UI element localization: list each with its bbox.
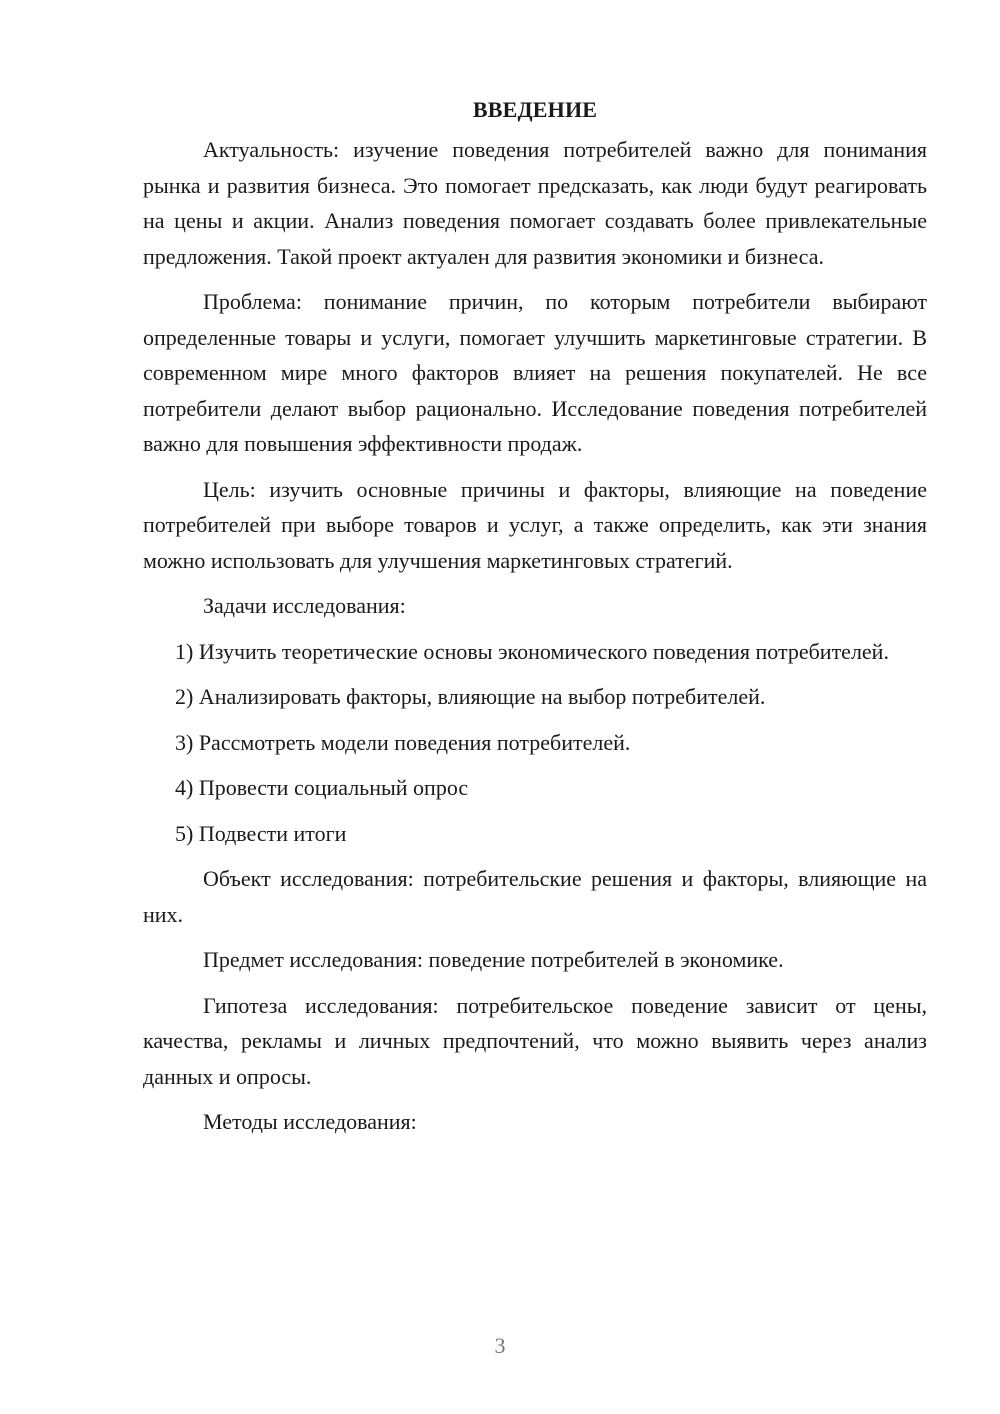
paragraph-relevance: Актуальность: изучение поведения потребителей важно для понимания рынка и развития бизнеса. Это помогает предсказать, как люди будут реагировать на цены и акции. Анализ поведения помогает создавать более привлекательные предложения. Такой проект актуален для развития экономики и бизнеса. [143,137,927,269]
task-item-1: 1) Изучить теоретические основы экономического поведения потребителей. [175,638,889,664]
document-page [143,92,927,1150]
paragraph-hypothesis: Гипотеза исследования: потребительское поведение зависит от цены, качества, рекламы и личных предпочтений, что можно выявить через анализ данных и опросы. [143,992,927,1089]
paragraph-object: Объект исследования: потребительские решения и факторы, влияющие на них. [143,866,927,927]
task-item-5: 5) Подвести итоги [175,820,347,846]
task-item-2: 2) Анализировать факторы, влияющие на выбор потребителей. [175,684,766,709]
page-title: ВВЕДЕНИЕ [472,97,598,122]
paragraph-subject: Предмет исследования: поведение потребителей в экономике. [203,947,784,972]
paragraph-goal: Цель: изучить основные причины и факторы, влияющие на поведение потребителей при выборе товаров и услуг, а также определить, как эти знания можно использовать для улучшения маркетинговых стратегий. [143,476,927,573]
paragraph-problem: Проблема: понимание причин, по которым потребители выбирают определенные товары и услуги, помогает улучшить маркетинговые стратегии. В современном мире много факторов влияет на решения покупателей. Не все потребители делают выбор рационально. Исследование поведения потребителей важно для повышения эффективности продаж. [143,289,927,456]
paragraph-tasks-heading: Задачи исследования: [203,593,406,618]
task-item-4: 4) Провести социальный опрос [175,775,469,800]
page-number: 3 [494,1333,506,1358]
paragraph-methods: Методы исследования: [203,1109,417,1134]
task-item-3: 3) Рассмотреть модели поведения потребителей. [175,729,631,755]
